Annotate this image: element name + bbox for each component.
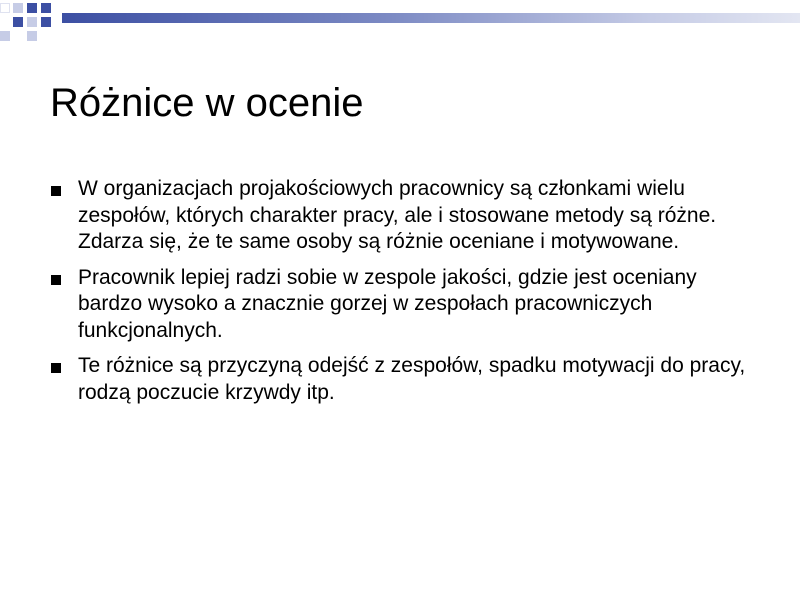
- header-gradient-bar: [62, 13, 800, 23]
- bullet-text: Pracownik lepiej radzi sobie w zespole jakości, gdzie jest oceniany bardzo wysoko a znacznie gorzej w zespołach pracowniczych funkcjonalnych.: [78, 265, 697, 342]
- bullet-text: Te różnice są przyczyną odejść z zespołów, spadku motywacji do pracy, rodzą poczucie krzywdy itp.: [78, 354, 746, 404]
- bullet-item: [48, 353, 758, 406]
- square-bullet-icon: [51, 186, 61, 196]
- decorative-square-icon: [27, 31, 37, 41]
- header-decoration: [0, 0, 800, 50]
- decorative-square-icon: [0, 31, 10, 41]
- decorative-square-icon: [27, 17, 37, 27]
- decorative-square-icon: [13, 3, 23, 13]
- decorative-square-icon: [27, 3, 37, 13]
- bullet-text: W organizacjach projakościowych pracownicy są członkami wielu zespołów, których charakter pracy, ale i stosowane metody są różne. Zdarza się, że te same osoby są różnie oceniane i motywowane.: [78, 177, 717, 253]
- decorative-square-icon: [41, 17, 51, 27]
- square-bullet-icon: [51, 275, 61, 285]
- bullet-item: [48, 176, 758, 256]
- square-bullet-icon: [51, 363, 61, 373]
- slide-title: Różnice w ocenie: [50, 81, 364, 125]
- bullet-item: [48, 265, 758, 345]
- decorative-square-icon: [0, 3, 10, 13]
- decorative-square-icon: [41, 3, 51, 13]
- bullet-list: [48, 176, 758, 415]
- decorative-square-icon: [13, 17, 23, 27]
